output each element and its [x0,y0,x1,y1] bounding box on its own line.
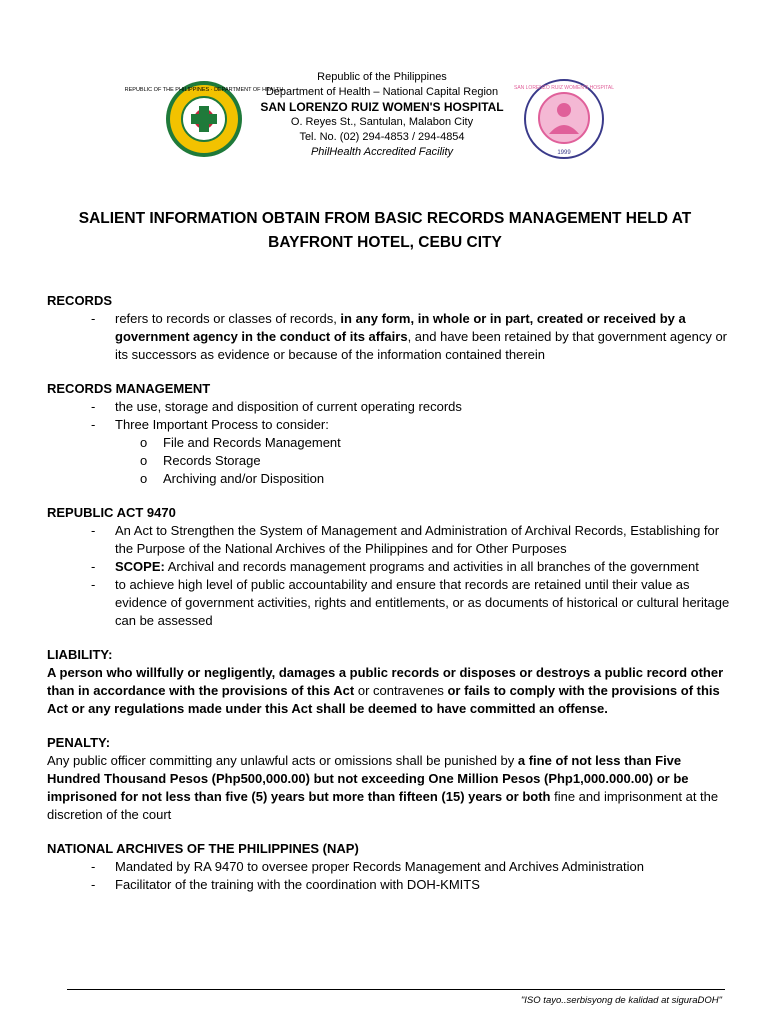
footer-divider [67,989,725,990]
list-item [47,558,737,576]
records-heading: RECORDS [47,293,113,308]
list-item [47,310,737,364]
records-def-part2: , and have been retained by that government agency or its successors as evidence or because of the information contained therein [115,329,728,362]
dash-bullet: - [91,877,96,892]
liability-plain: or contravenes [354,683,448,698]
dash-bullet: - [91,399,96,414]
document-body [47,292,737,894]
liability-text [47,664,737,718]
list-item [47,398,737,416]
liability-section [47,646,737,718]
letterhead [0,70,768,170]
records-management-section [47,380,737,488]
nap-item-1: Mandated by RA 9470 to oversee proper Records Management and Archives Administration [115,859,644,874]
logo-right-year: 1999 [557,150,571,156]
scope-label: SCOPE: [115,559,165,574]
penalty-bold: a fine of not less than Five Hundred Thousand Pesos (Php500,000.00) but not exceeding One Million Pesos (Php1,000.000.00) or be imprisoned for not less than five (5) years but more than fifteen (15) years or both [47,753,689,804]
document-title [40,207,730,255]
penalty-section [47,734,737,824]
dash-bullet: - [91,311,96,326]
list-item [47,416,737,434]
title-line-1: SALIENT INFORMATION OBTAIN FROM BASIC RECORDS MANAGEMENT HELD AT [78,210,692,227]
circle-bullet: o [140,471,148,486]
country-line: Republic of the Philippines [317,71,447,83]
sub-list-item [47,470,737,488]
list-item [47,858,737,876]
hospital-name: SAN LORENZO RUIZ WOMEN'S HOSPITAL [260,100,504,114]
telephone-line: Tel. No. (02) 294-4853 / 294-4854 [299,131,465,143]
footer-motto: "ISO tayo..serbisyong de kalidad at siguraDOH" [520,995,722,1006]
logo-left-caption: REPUBLIC OF THE PHILIPPINES · DEPARTMENT OF HEALTH [124,87,284,93]
logo-right-caption: SAN LORENZO RUIZ WOMEN'S HOSPITAL [513,85,615,91]
nap-heading: NATIONAL ARCHIVES OF THE PHILIPPINES (NAP) [47,841,359,856]
circle-bullet: o [140,453,148,468]
records-def-part1: refers to records or classes of records, [115,311,341,326]
letterhead-text [254,70,510,160]
doh-seal-logo [124,80,284,158]
scope-text: Archival and records management programs and activities in all branches of the government [164,559,699,574]
penalty-plain-1: Any public officer committing any unlawful acts or omissions shall be punished by [47,753,518,768]
hospital-seal-logo [513,78,615,160]
rm-sub-2: Records Storage [163,453,261,468]
records-management-heading: RECORDS MANAGEMENT [47,381,211,396]
department-line: Department of Health – National Capital Region [265,86,499,98]
penalty-text [47,752,737,824]
records-section [47,292,737,364]
list-item [47,522,737,558]
address-line: O. Reyes St., Santulan, Malabon City [290,116,474,128]
dash-bullet: - [91,417,96,432]
dash-bullet: - [91,859,96,874]
nap-item-2: Facilitator of the training with the coordination with DOH-KMITS [115,877,480,892]
rm-sub-1: File and Records Management [163,435,341,450]
records-def-bold: in any form, in whole or in part, created or received by a government agency in the conduct of its affairs [115,311,686,344]
penalty-heading: PENALTY: [47,735,111,750]
liability-bold-1: A person who willfully or negligently, damages a public records or disposes or destroys a public record other than in accordance with the provisions of this Act [47,665,724,698]
ra-item-1: An Act to Strengthen the System of Management and Administration of Archival Records, Establishing for the Purpose of the National Archives of the Philippines and for Other Purposes [115,523,720,556]
liability-heading: LIABILITY: [47,647,113,662]
dash-bullet: - [91,523,96,538]
penalty-plain-2: fine and imprisonment at the discretion of the court [47,789,719,822]
nap-section [47,840,737,894]
rm-item-2: Three Important Process to consider: [115,417,329,432]
ra-item-3: to achieve high level of public accountability and ensure that records are retained until their value as evidence of government activities, rights and entitlements, or as documents of historical or cultural heritage can be assessed [115,577,730,628]
rm-sub-3: Archiving and/or Disposition [163,471,325,486]
sub-list-item [47,434,737,452]
accreditation-line: PhilHealth Accredited Facility [310,146,454,158]
dash-bullet: - [91,577,96,592]
list-item [47,876,737,894]
title-line-2: BAYFRONT HOTEL, CEBU CITY [268,234,502,251]
liability-bold-2: or fails to comply with the provisions of this Act or any regulations made under this Act shall be deemed to have committed an offense. [47,683,720,716]
ra9470-heading: REPUBLIC ACT 9470 [47,505,176,520]
ra9470-section [47,504,737,630]
dash-bullet: - [91,559,96,574]
rm-item-1: the use, storage and disposition of current operating records [115,399,462,414]
list-item [47,576,737,630]
sub-list-item [47,452,737,470]
circle-bullet: o [140,435,148,450]
